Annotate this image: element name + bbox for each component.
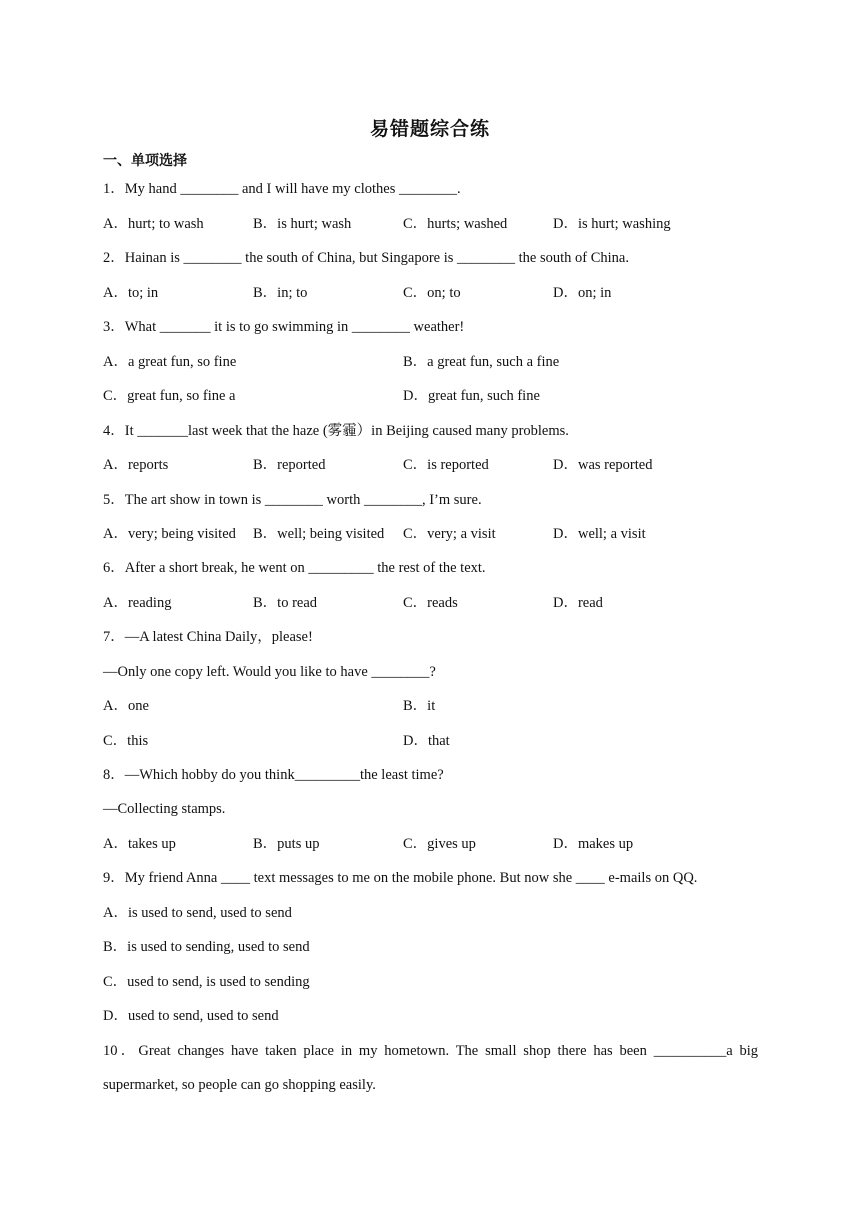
question-8-option-c[interactable]: C．gives up — [403, 836, 476, 852]
question-5-stem: 5．The art show in town is ________ worth ________, I’m sure. — [103, 492, 482, 508]
question-6-stem: 6．After a short break, he went on _________ the rest of the text. — [103, 560, 486, 576]
question-6-option-c[interactable]: C．reads — [403, 595, 458, 611]
question-3-stem: 3．What _______ it is to go swimming in ________ weather! — [103, 319, 465, 335]
question-10-stem: 10．Great changes have taken place in my hometown. The small shop there has been __________a big — [103, 1043, 758, 1059]
question-3-option-d[interactable]: D．great fun, such fine — [403, 388, 540, 404]
question-9-option-b[interactable]: B．is used to sending, used to send — [103, 939, 310, 955]
question-4-stem: 4．It _______last week that the haze (雾霾）in Beijing caused many problems. — [103, 423, 569, 439]
section-heading: 一、单项选择 — [103, 153, 187, 169]
question-4-option-a[interactable]: A．reports — [103, 457, 169, 473]
question-5-option-b[interactable]: B．well; being visited — [253, 526, 385, 542]
question-8-option-b[interactable]: B．puts up — [253, 836, 320, 852]
question-1-option-d[interactable]: D．is hurt; washing — [553, 216, 671, 232]
question-8-stem-reply: —Collecting stamps. — [103, 801, 226, 817]
question-4-option-d[interactable]: D．was reported — [553, 457, 653, 473]
question-4-option-b[interactable]: B．reported — [253, 457, 326, 473]
question-1-option-b[interactable]: B．is hurt; wash — [253, 216, 352, 232]
question-3-option-a[interactable]: A．a great fun, so fine — [103, 354, 237, 370]
question-2-option-a[interactable]: A．to; in — [103, 285, 159, 301]
page-title: 易错题综合练 — [369, 118, 490, 140]
question-6-option-d[interactable]: D．read — [553, 595, 603, 611]
question-6-option-a[interactable]: A．reading — [103, 595, 172, 611]
question-2-stem: 2．Hainan is ________ the south of China, but Singapore is ________ the south of China. — [103, 250, 629, 266]
question-7-option-d[interactable]: D．that — [403, 733, 450, 749]
question-9-option-d[interactable]: D．used to send, used to send — [103, 1008, 279, 1024]
question-6-option-b[interactable]: B．to read — [253, 595, 318, 611]
question-3-option-c[interactable]: C．great fun, so fine a — [103, 388, 236, 404]
question-8-option-d[interactable]: D．makes up — [553, 836, 634, 852]
question-7-stem: 7．—A latest China Daily，please! — [103, 629, 313, 645]
question-2-option-d[interactable]: D．on; in — [553, 285, 612, 301]
question-10-stem-continued: supermarket, so people can go shopping easily. — [103, 1077, 376, 1093]
question-9-option-c[interactable]: C．used to send, is used to sending — [103, 974, 310, 990]
question-7-option-b[interactable]: B．it — [403, 698, 436, 714]
question-1-option-a[interactable]: A．hurt; to wash — [103, 216, 204, 232]
question-7-option-c[interactable]: C．this — [103, 733, 149, 749]
question-4-option-c[interactable]: C．is reported — [403, 457, 489, 473]
question-3-option-b[interactable]: B．a great fun, such a fine — [403, 354, 560, 370]
question-1-stem: 1．My hand ________ and I will have my clothes ________. — [103, 181, 461, 197]
question-7-stem-reply: —Only one copy left. Would you like to have ________? — [103, 664, 436, 680]
question-5-option-c[interactable]: C．very; a visit — [403, 526, 496, 542]
question-2-option-b[interactable]: B．in; to — [253, 285, 308, 301]
question-2-option-c[interactable]: C．on; to — [403, 285, 461, 301]
question-8-option-a[interactable]: A．takes up — [103, 836, 176, 852]
question-9-stem: 9．My friend Anna ____ text messages to me on the mobile phone. But now she ____ e-mails on QQ. — [103, 870, 698, 886]
question-1-option-c[interactable]: C．hurts; washed — [403, 216, 508, 232]
question-8-stem: 8．—Which hobby do you think_________the least time? — [103, 767, 444, 783]
question-5-option-a[interactable]: A．very; being visited — [103, 526, 236, 542]
question-9-option-a[interactable]: A．is used to send, used to send — [103, 905, 292, 921]
question-7-option-a[interactable]: A．one — [103, 698, 149, 714]
question-5-option-d[interactable]: D．well; a visit — [553, 526, 646, 542]
